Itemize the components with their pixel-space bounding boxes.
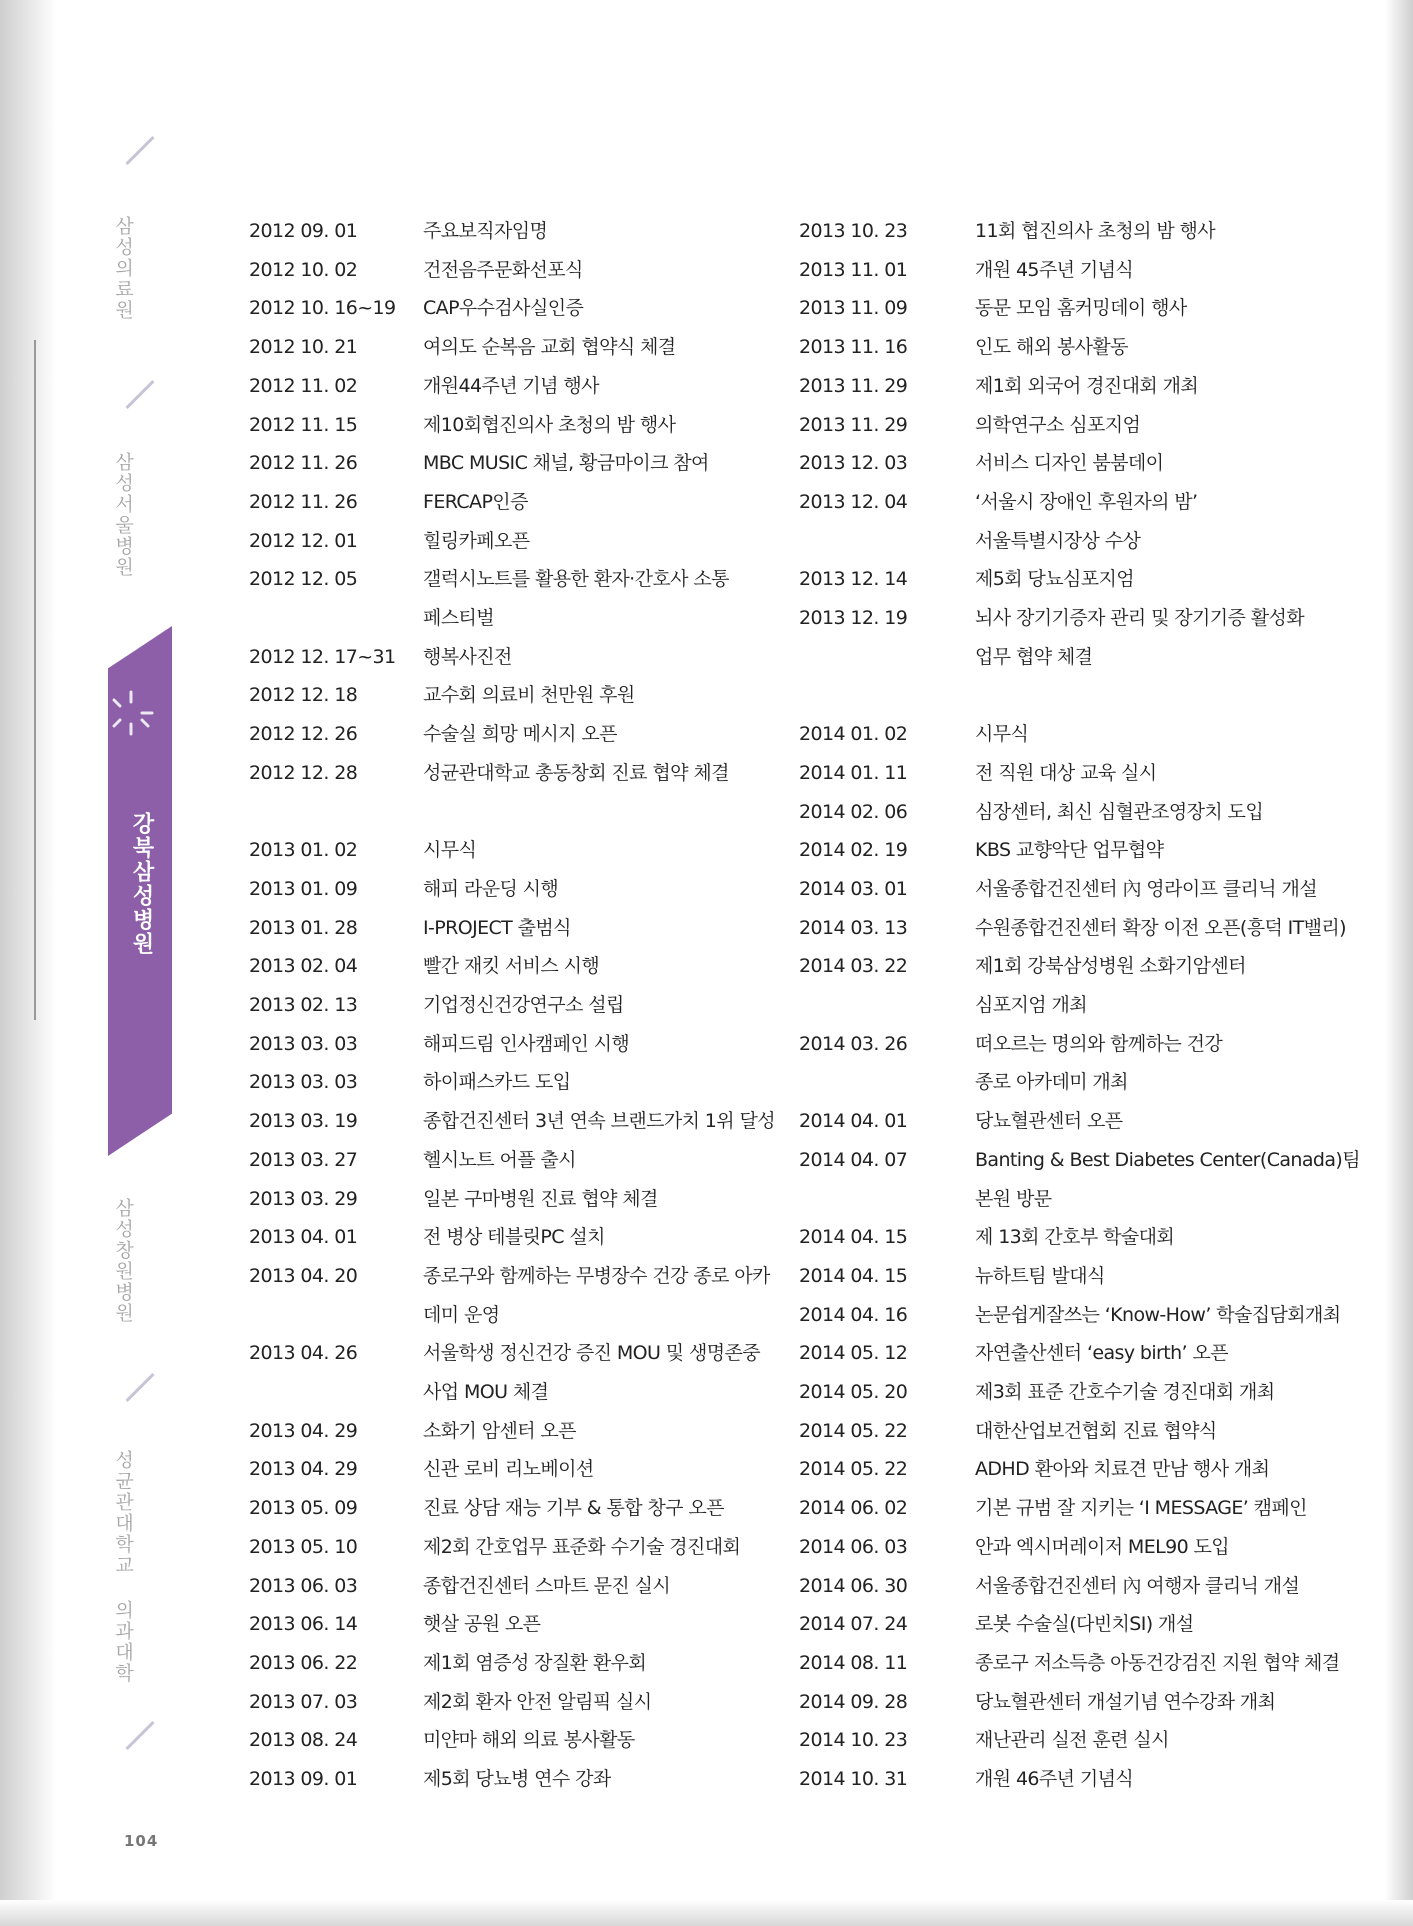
- entry-date: 2014 01. 02: [799, 723, 908, 746]
- entry-date: 2014 10. 23: [799, 1729, 908, 1752]
- entry-event: 안과 엑시머레이저 MEL90 도입: [975, 1535, 1230, 1558]
- entry-date: 2012 12. 05: [249, 568, 358, 591]
- entry-date: 2013 06. 22: [249, 1651, 358, 1674]
- entry-date: 2013 02. 13: [249, 994, 358, 1016]
- entry-date: 2013 07. 03: [249, 1690, 358, 1713]
- entry-event: I-PROJECT 출범식: [423, 916, 571, 939]
- entry-event: 개원 45주년 기념식: [975, 258, 1134, 281]
- entry-date: 2014 04. 15: [799, 1264, 908, 1287]
- entry-event: ‘서울시 장애인 후원자의 밤’: [975, 490, 1198, 513]
- entry-date: 2013 10. 23: [799, 220, 908, 242]
- entry-event: 논문쉽게잘쓰는 ‘Know-How’ 학술집담회개최: [975, 1303, 1341, 1326]
- entry-event: CAP우수검사실인증: [423, 297, 584, 320]
- sidebar-item-samsung-seoul-hospital[interactable]: 삼성서울병원: [112, 452, 134, 578]
- entry-date: 2014 05. 20: [799, 1381, 908, 1403]
- entry-event: 주요보직자임명: [423, 220, 548, 242]
- entry-date: 2014 09. 28: [799, 1690, 908, 1713]
- entry-date: 2013 04. 26: [249, 1342, 358, 1365]
- entry-event: 전 직원 대상 교육 실시: [975, 761, 1157, 784]
- entry-date: 2014 03. 26: [799, 1032, 908, 1055]
- entry-date: 2012 09. 01: [249, 220, 358, 242]
- entry-event: 종로구 저소득층 아동건강검진 지원 협약 체결: [975, 1651, 1340, 1674]
- entry-event: 서울종합건진센터 內 영라이프 클리닉 개설: [975, 877, 1317, 900]
- entry-date: 2013 04. 29: [249, 1458, 358, 1481]
- entry-event: 사업 MOU 체결: [423, 1381, 549, 1403]
- entry-event: 로봇 수술실(다빈치SI) 개설: [975, 1613, 1194, 1636]
- entry-event: 갤럭시노트를 활용한 환자·간호사 소통: [423, 568, 729, 591]
- entry-event: 일본 구마병원 진료 협약 체결: [423, 1187, 658, 1210]
- entry-event: 제2회 환자 안전 알림픽 실시: [423, 1690, 652, 1713]
- entry-event: 인도 해외 봉사활동: [975, 336, 1128, 359]
- spark-icon: [106, 688, 156, 738]
- entry-event: 당뇨혈관센터 개설기념 연수강좌 개최: [975, 1690, 1276, 1713]
- entry-event: 소화기 암센터 오픈: [423, 1419, 576, 1442]
- entry-event: ADHD 환아와 치료견 만남 행사 개최: [975, 1458, 1270, 1481]
- entry-date: 2013 05. 10: [249, 1535, 358, 1558]
- entry-event: FERCAP인증: [423, 490, 528, 513]
- entry-date: 2013 04. 01: [249, 1226, 358, 1249]
- entry-date: 2014 05. 12: [799, 1342, 908, 1365]
- entry-event: 교수회 의료비 천만원 후원: [423, 684, 635, 707]
- entry-event: 페스티벌: [423, 607, 495, 629]
- entry-event: 수술실 희망 메시지 오픈: [423, 723, 617, 746]
- entry-event: 종합건진센터 스마트 문진 실시: [423, 1574, 671, 1597]
- divider-slash: [126, 1721, 155, 1750]
- entry-date: 2014 06. 02: [799, 1497, 908, 1520]
- entry-date: 2014 03. 01: [799, 877, 908, 900]
- entry-date: 2014 05. 22: [799, 1458, 908, 1481]
- sidebar-item-skku-medical-school[interactable]: 성균관대학교 의과대학: [112, 1450, 134, 1684]
- entry-event: 제1회 강북삼성병원 소화기암센터: [975, 955, 1246, 978]
- entry-event: 시무식: [975, 723, 1029, 746]
- entry-event: 심포지엄 개최: [975, 994, 1087, 1016]
- entry-date: 2013 04. 20: [249, 1264, 358, 1287]
- spine-line: [34, 340, 36, 1020]
- entry-event: 뉴하트팀 발대식: [975, 1264, 1105, 1287]
- entry-event: 서울특별시장상 수상: [975, 529, 1141, 552]
- entry-date: 2013 02. 04: [249, 955, 358, 978]
- divider-slash: [126, 380, 155, 409]
- entry-event: 시무식: [423, 839, 477, 862]
- entry-event: 종합건진센터 3년 연속 브랜드가치 1위 달성: [423, 1110, 775, 1133]
- entry-date: 2014 05. 22: [799, 1419, 908, 1442]
- entry-date: 2013 06. 14: [249, 1613, 358, 1636]
- entry-event: 햇살 공원 오픈: [423, 1613, 541, 1636]
- entry-event: 제5회 당뇨심포지엄: [975, 568, 1134, 591]
- entry-date: 2014 02. 06: [799, 800, 908, 823]
- entry-event: 종로구와 함께하는 무병장수 건강 종로 아카: [423, 1264, 770, 1287]
- entry-date: 2013 09. 01: [249, 1768, 358, 1790]
- entry-event: 미얀마 해외 의료 봉사활동: [423, 1729, 635, 1752]
- entry-date: 2012 12. 26: [249, 723, 358, 746]
- entry-date: 2012 10. 16~19: [249, 297, 396, 320]
- entry-date: 2014 04. 15: [799, 1226, 908, 1249]
- entry-date: 2013 11. 09: [799, 297, 908, 320]
- entry-event: 개원44주년 기념 행사: [423, 374, 599, 397]
- book-edge-bottom: [0, 1900, 1413, 1926]
- entry-event: 제3회 표준 간호수기술 경진대회 개최: [975, 1381, 1275, 1403]
- entry-date: 2012 12. 28: [249, 761, 358, 784]
- entry-date: 2013 01. 28: [249, 916, 358, 939]
- entry-date: 2014 10. 31: [799, 1768, 908, 1790]
- entry-event: 당뇨혈관센터 오픈: [975, 1110, 1123, 1133]
- entry-date: 2014 04. 16: [799, 1303, 908, 1326]
- entry-event: 진료 상담 재능 기부 & 통합 창구 오픈: [423, 1497, 724, 1520]
- entry-event: 제1회 외국어 경진대회 개최: [975, 374, 1199, 397]
- entry-date: 2013 01. 09: [249, 877, 358, 900]
- entry-date: 2013 03. 03: [249, 1032, 358, 1055]
- entry-event: 행복사진전: [423, 645, 512, 668]
- entry-event: 서비스 디자인 붐붐데이: [975, 452, 1164, 475]
- entry-date: 2014 01. 11: [799, 761, 908, 784]
- entry-date: 2013 03. 29: [249, 1187, 358, 1210]
- entry-event: 여의도 순복음 교회 협약식 체결: [423, 336, 676, 359]
- sidebar-item-kangbuk-samsung-hospital[interactable]: 강북삼성병원: [129, 812, 154, 956]
- entry-date: 2013 08. 24: [249, 1729, 358, 1752]
- entry-date: 2013 03. 27: [249, 1148, 358, 1171]
- book-edge-right: [1385, 0, 1413, 1926]
- entry-event: 제5회 당뇨병 연수 강좌: [423, 1768, 611, 1790]
- entry-event: 개원 46주년 기념식: [975, 1768, 1134, 1790]
- entry-date: 2013 03. 19: [249, 1110, 358, 1133]
- entry-date: 2014 04. 07: [799, 1148, 908, 1171]
- entry-event: 제10회협진의사 초청의 밤 행사: [423, 413, 676, 436]
- entry-event: 기업정신건강연구소 설립: [423, 994, 624, 1016]
- entry-date: 2012 10. 02: [249, 258, 358, 281]
- entry-event: 빨간 재킷 서비스 시행: [423, 955, 600, 978]
- entry-date: 2013 12. 03: [799, 452, 908, 475]
- entry-date: 2014 03. 13: [799, 916, 908, 939]
- divider-slash: [126, 1373, 155, 1402]
- entry-date: 2013 12. 14: [799, 568, 908, 591]
- entry-date: 2013 06. 03: [249, 1574, 358, 1597]
- entry-event: 기본 규범 잘 지키는 ‘I MESSAGE’ 캠페인: [975, 1497, 1307, 1520]
- entry-date: 2013 05. 09: [249, 1497, 358, 1520]
- entry-event: 동문 모임 홈커밍데이 행사: [975, 297, 1187, 320]
- entry-event: 신관 로비 리노베이션: [423, 1458, 594, 1481]
- entry-date: 2012 12. 18: [249, 684, 358, 707]
- entry-event: 서울종합건진센터 內 여행자 클리닉 개설: [975, 1574, 1300, 1597]
- entry-event: 건전음주문화선포식: [423, 258, 583, 281]
- entry-event: 헬시노트 어플 출시: [423, 1148, 576, 1171]
- entry-event: 본원 방문: [975, 1187, 1052, 1210]
- entry-date: 2013 12. 04: [799, 490, 908, 513]
- entry-event: Banting & Best Diabetes Center(Canada)팀: [975, 1148, 1360, 1171]
- entry-event: 제1회 염증성 장질환 환우회: [423, 1651, 647, 1674]
- book-edge-left: [0, 0, 56, 1926]
- entry-date: 2013 12. 19: [799, 607, 908, 629]
- entry-event: 힐링카페오픈: [423, 529, 530, 552]
- entry-date: 2013 11. 16: [799, 336, 908, 359]
- entry-date: 2012 11. 26: [249, 452, 358, 475]
- entry-event: 의학연구소 심포지엄: [975, 413, 1141, 436]
- entry-date: 2014 08. 11: [799, 1651, 908, 1674]
- entry-date: 2012 12. 17~31: [249, 645, 396, 668]
- entry-event: 떠오르는 명의와 함께하는 건강: [975, 1032, 1223, 1055]
- entry-date: 2012 12. 01: [249, 529, 358, 552]
- entry-event: 서울학생 정신건강 증진 MOU 및 생명존중: [423, 1342, 760, 1365]
- entry-event: 제 13회 간호부 학술대회: [975, 1226, 1175, 1249]
- entry-event: 뇌사 장기기증자 관리 및 장기기증 활성화: [975, 607, 1305, 629]
- divider-slash: [126, 136, 155, 165]
- entry-date: 2014 06. 30: [799, 1574, 908, 1597]
- entry-date: 2014 06. 03: [799, 1535, 908, 1558]
- entry-date: 2012 11. 26: [249, 490, 358, 513]
- entry-date: 2012 11. 15: [249, 413, 358, 436]
- entry-event: KBS 교향악단 업무협약: [975, 839, 1164, 862]
- entry-event: 심장센터, 최신 심혈관조영장치 도입: [975, 800, 1264, 823]
- entry-event: 해피 라운딩 시행: [423, 877, 559, 900]
- entry-date: 2014 02. 19: [799, 839, 908, 862]
- entry-event: 업무 협약 체결: [975, 645, 1093, 668]
- entry-event: 성균관대학교 총동창회 진료 협약 체결: [423, 761, 729, 784]
- entry-event: 수원종합건진센터 확장 이전 오픈(흥덕 IT밸리): [975, 916, 1346, 939]
- entry-event: 대한산업보건협회 진료 협약식: [975, 1419, 1217, 1442]
- entry-event: 11회 협진의사 초청의 밤 행사: [975, 220, 1216, 242]
- sidebar-item-samsung-medical-center[interactable]: 삼성의료원: [112, 216, 134, 321]
- entry-date: 2013 11. 01: [799, 258, 908, 281]
- entry-event: 전 병상 테블릿PC 설치: [423, 1226, 605, 1249]
- entry-event: MBC MUSIC 채널, 황금마이크 참여: [423, 452, 709, 475]
- entry-date: 2013 01. 02: [249, 839, 358, 862]
- entry-date: 2012 11. 02: [249, 374, 358, 397]
- entry-date: 2012 10. 21: [249, 336, 358, 359]
- entry-date: 2013 04. 29: [249, 1419, 358, 1442]
- entry-event: 데미 운영: [423, 1303, 500, 1326]
- page-number: 104: [124, 1832, 159, 1850]
- entry-date: 2014 04. 01: [799, 1110, 908, 1133]
- entry-event: 자연출산센터 ‘easy birth’ 오픈: [975, 1342, 1228, 1365]
- entry-event: 해피드림 인사캠페인 시행: [423, 1032, 630, 1055]
- entry-event: 종로 아카데미 개최: [975, 1071, 1128, 1094]
- entry-date: 2014 07. 24: [799, 1613, 908, 1636]
- sidebar-item-samsung-changwon-hospital[interactable]: 삼성창원병원: [112, 1198, 134, 1324]
- entry-event: 제2회 간호업무 표준화 수기술 경진대회: [423, 1535, 741, 1558]
- entry-date: 2013 11. 29: [799, 374, 908, 397]
- entry-date: 2014 03. 22: [799, 955, 908, 978]
- entry-event: 재난관리 실전 훈련 실시: [975, 1729, 1169, 1752]
- entry-date: 2013 03. 03: [249, 1071, 358, 1094]
- entry-date: 2013 11. 29: [799, 413, 908, 436]
- entry-event: 하이패스카드 도입: [423, 1071, 571, 1094]
